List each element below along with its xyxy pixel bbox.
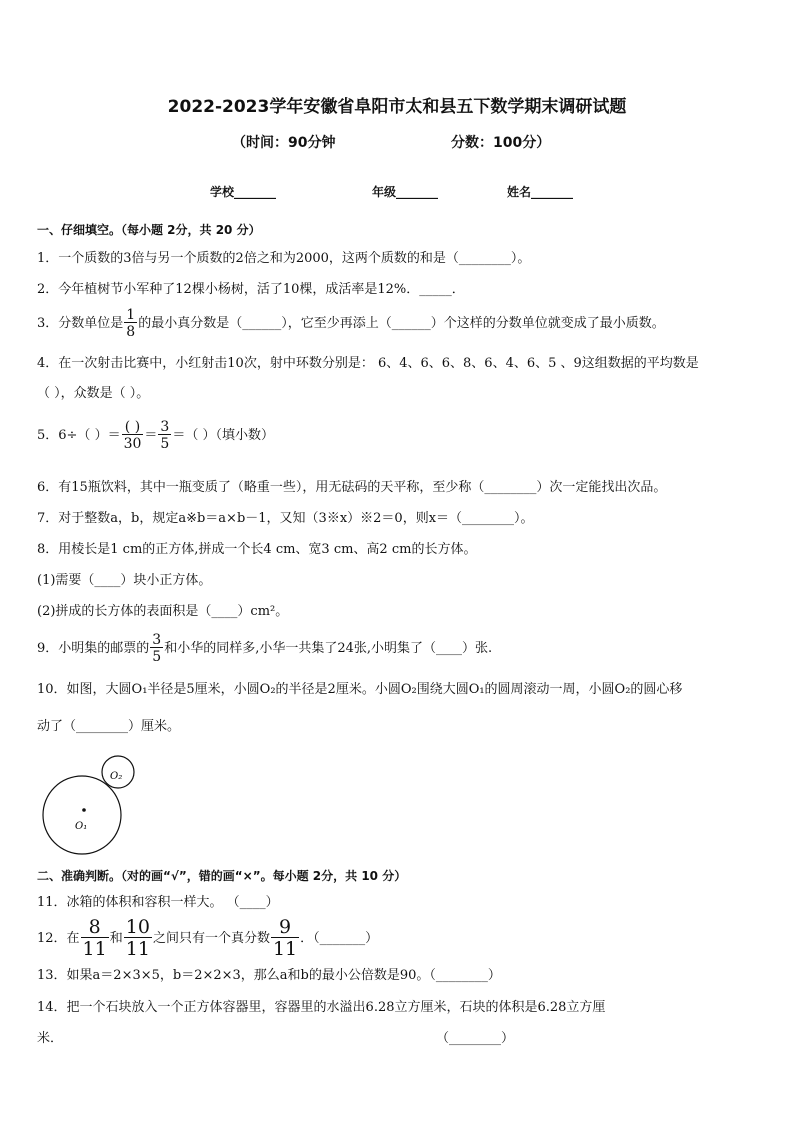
grade-field: 年级_______ [372, 185, 439, 199]
question-8-part2: (2)拼成的长方体的表面积是（____）cm²。 [37, 604, 289, 619]
fraction-eight-elevenths [81, 918, 109, 959]
fraction-denominator: 11 [272, 938, 298, 960]
question-12-prefix: 12．在 [37, 931, 80, 946]
question-5-prefix: 5．6÷（ ）＝ [37, 428, 121, 443]
question-10-line2: 动了（________）厘米。 [37, 719, 181, 734]
fraction-denominator: 8 [126, 324, 136, 340]
question-9-prefix: 9．小明集的邮票的 [37, 641, 150, 656]
fraction-denominator: 5 [152, 649, 162, 665]
question-4-line1: 4．在一次射击比赛中，小红射击10次，射中环数分别是： 6、4、6、6、8、6、4、6、5 、9这组数据的平均数是 [37, 356, 699, 371]
fraction-numerator: 10 [125, 916, 150, 938]
question-5-suffix: ＝（ ）（填小数） [172, 428, 274, 443]
question-12-middle: 之间只有一个真分数 [152, 931, 270, 946]
big-circle-label: O₁ [75, 821, 88, 832]
question-9-suffix: 和小华的同样多,小华一共集了24张,小明集了（____）张. [164, 641, 493, 656]
question-12-suffix: ．（_______） [300, 931, 379, 946]
question-12 [37, 918, 378, 959]
fraction-numerator: 3 [152, 632, 162, 648]
fraction-denominator: 11 [82, 938, 107, 960]
question-8: 8．用棱长是1 cm的正方体,拼成一个长4 cm、宽3 cm、高2 cm的长方体。 [37, 542, 477, 557]
equals-sign: ＝ [144, 428, 158, 443]
big-circle [43, 776, 121, 854]
question-8-part1: (1)需要（____）块小正方体。 [37, 573, 212, 588]
fraction-denominator: 30 [123, 436, 142, 452]
question-14-line2: 米． [37, 1031, 64, 1046]
fraction-nine-elevenths [271, 918, 299, 959]
question-7: 7．对于整数a，b，规定a※b＝a×b－1，又知（3※x）※2＝0，则x＝（________）。 [37, 511, 534, 526]
fraction-numerator: 8 [88, 916, 101, 938]
exam-score: 分数：100分） [451, 135, 551, 151]
question-3-prefix: 3．分数单位是 [37, 316, 124, 331]
fraction-ten-elevenths [124, 918, 152, 959]
name-field: 姓名_______ [507, 185, 574, 199]
question-6: 6．有15瓶饮料，其中一瓶变质了（略重一些），用无砝码的天平称，至少称（________）次一定能找出次品。 [37, 480, 667, 495]
question-10-line1: 10．如图，大圆O₁半径是5厘米，小圆O₂的半径是2厘米。小圆O₂围绕大圆O₁的圆周滚动一周，小圆O₂的圆心移 [37, 682, 683, 697]
big-circle-center-dot [82, 808, 86, 812]
section2-heading: 二、准确判断。（对的画“√”，错的画“×”。每小题 2分，共 10 分） [37, 869, 407, 883]
fraction-denominator: 11 [125, 938, 150, 960]
question-11: 11．冰箱的体积和容积一样大。 （____） [37, 895, 279, 910]
fraction-denominator: 5 [160, 436, 170, 452]
question-14-answer-blank: （________） [436, 1031, 515, 1046]
small-circle-label: O₂ [110, 771, 123, 782]
question-2: 2．今年植树节小军种了12棵小杨树，活了10棵，成活率是12%．_____． [37, 282, 465, 297]
question-14-line1: 14．把一个石块放入一个正方体容器里，容器里的水溢出6.28立方厘米，石块的体积是6.28立方厘 [37, 1000, 606, 1015]
fraction-numerator: 9 [279, 916, 292, 938]
school-field: 学校_______ [210, 185, 277, 199]
fraction-numerator: ( ) [124, 419, 141, 435]
question-13: 13．如果a＝2×3×5，b＝2×2×3，那么a和b的最小公倍数是90。（________） [37, 968, 501, 983]
section1-heading: 一、仔细填空。（每小题 2分，共 20 分） [37, 223, 261, 237]
question-1: 1．一个质数的3倍与另一个质数的2倍之和为2000，这两个质数的和是（________）。 [37, 251, 531, 266]
exam-time: （时间：90分钟 [232, 135, 336, 151]
fraction-numerator: 1 [126, 307, 136, 323]
question-3-suffix: 的最小真分数是（______），它至少再添上（______）个这样的分数单位就变成了最小质数。 [138, 316, 665, 331]
question-4-line2: （ ），众数是（ ）。 [37, 386, 150, 401]
fraction-numerator: 3 [160, 419, 170, 435]
exam-title: 2022-2023学年安徽省阜阳市太和县五下数学期末调研试题 [167, 97, 627, 117]
question-12-and: 和 [109, 931, 123, 946]
